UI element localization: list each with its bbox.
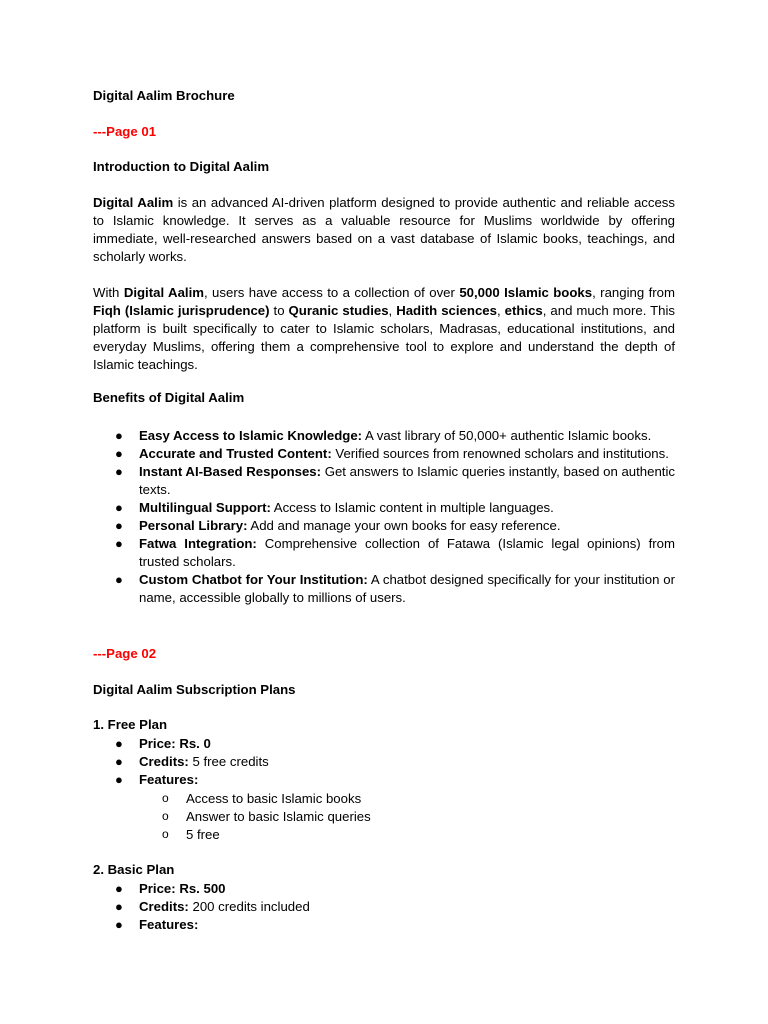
para2-text-1: With bbox=[93, 285, 124, 300]
feature-text: Access to basic Islamic books bbox=[186, 791, 362, 806]
list-item bbox=[93, 735, 675, 753]
bullet-icon: ● bbox=[115, 772, 123, 787]
list-item bbox=[93, 790, 675, 808]
page-marker-01: ---Page 01 bbox=[93, 124, 157, 139]
circle-bullet-icon: o bbox=[162, 791, 169, 805]
intro-paragraph-1 bbox=[93, 194, 675, 266]
benefits-list bbox=[93, 427, 675, 607]
para2-text-3: , ranging from bbox=[592, 285, 675, 300]
list-item bbox=[93, 826, 675, 844]
para2-bold-4: Quranic studies bbox=[288, 303, 389, 318]
circle-bullet-icon: o bbox=[162, 809, 169, 823]
list-item bbox=[93, 753, 675, 771]
para2-bold-6: ethics bbox=[504, 303, 543, 318]
bullet-icon: ● bbox=[115, 500, 123, 515]
credits-text: 200 credits included bbox=[188, 899, 310, 914]
basic-plan-title: 2. Basic Plan bbox=[93, 862, 175, 877]
list-item bbox=[93, 427, 675, 445]
benefit-text: Access to Islamic content in multiple languages. bbox=[270, 500, 554, 515]
features-label: Features: bbox=[139, 772, 199, 787]
feature-text: 5 free bbox=[186, 827, 220, 842]
intro-paragraph-2 bbox=[93, 284, 675, 374]
feature-text: Answer to basic Islamic queries bbox=[186, 809, 371, 824]
para1-bold: Digital Aalim bbox=[93, 195, 174, 210]
list-item bbox=[93, 771, 675, 789]
bullet-icon: ● bbox=[115, 917, 123, 932]
para2-text-7: , and much more. This platform is built specifically to cater to Islamic scholars, Madrasas, educational institutions, and everyday Muslims, offering them a comprehensive tool to explore and understand the depth of Islamic teachings. bbox=[93, 303, 676, 372]
list-item bbox=[93, 898, 675, 916]
bullet-icon: ● bbox=[115, 464, 123, 479]
bullet-icon: ● bbox=[115, 446, 123, 461]
circle-bullet-icon: o bbox=[162, 827, 169, 841]
page-marker-02: ---Page 02 bbox=[93, 646, 157, 661]
bullet-icon: ● bbox=[115, 518, 123, 533]
bullet-icon: ● bbox=[115, 536, 123, 551]
bullet-icon: ● bbox=[115, 754, 123, 769]
bullet-icon: ● bbox=[115, 736, 123, 751]
para2-text-2: , users have access to a collection of over bbox=[203, 285, 460, 300]
para2-bold-1: Digital Aalim bbox=[123, 285, 204, 300]
benefit-text: Add and manage your own books for easy reference. bbox=[247, 518, 561, 533]
free-plan-title: 1. Free Plan bbox=[93, 717, 168, 732]
list-item bbox=[93, 535, 675, 571]
para2-text-6: , bbox=[496, 303, 505, 318]
credits-label: Credits: bbox=[139, 754, 189, 769]
benefit-text: Comprehensive collection of Fatawa (Islamic legal opinions) from trusted scholars. bbox=[139, 536, 675, 569]
list-item bbox=[93, 916, 675, 934]
list-item bbox=[93, 517, 675, 535]
price-label: Price: Rs. 0 bbox=[139, 736, 211, 751]
free-plan-features bbox=[93, 790, 675, 844]
para2-text-4: to bbox=[269, 303, 289, 318]
benefit-text: A chatbot designed specifically for your institution or name, accessible globally to millions of users. bbox=[139, 572, 675, 605]
plans-heading: Digital Aalim Subscription Plans bbox=[93, 682, 296, 697]
free-plan-list bbox=[93, 735, 675, 789]
benefit-label: Personal Library: bbox=[139, 518, 248, 533]
list-item bbox=[93, 499, 675, 517]
benefit-text: Verified sources from renowned scholars and institutions. bbox=[331, 446, 669, 461]
document-title: Digital Aalim Brochure bbox=[93, 88, 235, 103]
benefit-text: A vast library of 50,000+ authentic Islamic books. bbox=[362, 428, 652, 443]
credits-text: 5 free credits bbox=[188, 754, 269, 769]
benefit-label: Instant AI-Based Responses: bbox=[139, 464, 322, 479]
para2-bold-2: 50,000 Islamic books bbox=[459, 285, 593, 300]
para1-text: is an advanced AI-driven platform designed to provide authentic and reliable access to Islamic knowledge. It serves as a valuable resource for Muslims worldwide by offering immediate, well-researched answers based on a vast database of Islamic books, teachings, and scholarly works. bbox=[93, 195, 675, 264]
benefit-label: Easy Access to Islamic Knowledge: bbox=[139, 428, 363, 443]
para2-text-5: , bbox=[388, 303, 397, 318]
bullet-icon: ● bbox=[115, 428, 123, 443]
bullet-icon: ● bbox=[115, 881, 123, 896]
list-item bbox=[93, 571, 675, 607]
bullet-icon: ● bbox=[115, 899, 123, 914]
price-label: Price: Rs. 500 bbox=[139, 881, 226, 896]
intro-heading: Introduction to Digital Aalim bbox=[93, 159, 270, 174]
features-label: Features: bbox=[139, 917, 199, 932]
list-item bbox=[93, 463, 675, 499]
benefit-text: Get answers to Islamic queries instantly, based on authentic texts. bbox=[139, 464, 675, 497]
para2-bold-5: Hadith sciences bbox=[396, 303, 497, 318]
benefits-heading: Benefits of Digital Aalim bbox=[93, 390, 245, 405]
list-item bbox=[93, 808, 675, 826]
list-item bbox=[93, 445, 675, 463]
para2-bold-3: Fiqh (Islamic jurisprudence) bbox=[93, 303, 270, 318]
benefit-label: Multilingual Support: bbox=[139, 500, 271, 515]
benefit-label: Fatwa Integration: bbox=[139, 536, 257, 551]
bullet-icon: ● bbox=[115, 572, 123, 587]
benefit-label: Custom Chatbot for Your Institution: bbox=[139, 572, 368, 587]
basic-plan-list bbox=[93, 880, 675, 934]
list-item bbox=[93, 880, 675, 898]
benefit-label: Accurate and Trusted Content: bbox=[139, 446, 332, 461]
credits-label: Credits: bbox=[139, 899, 189, 914]
